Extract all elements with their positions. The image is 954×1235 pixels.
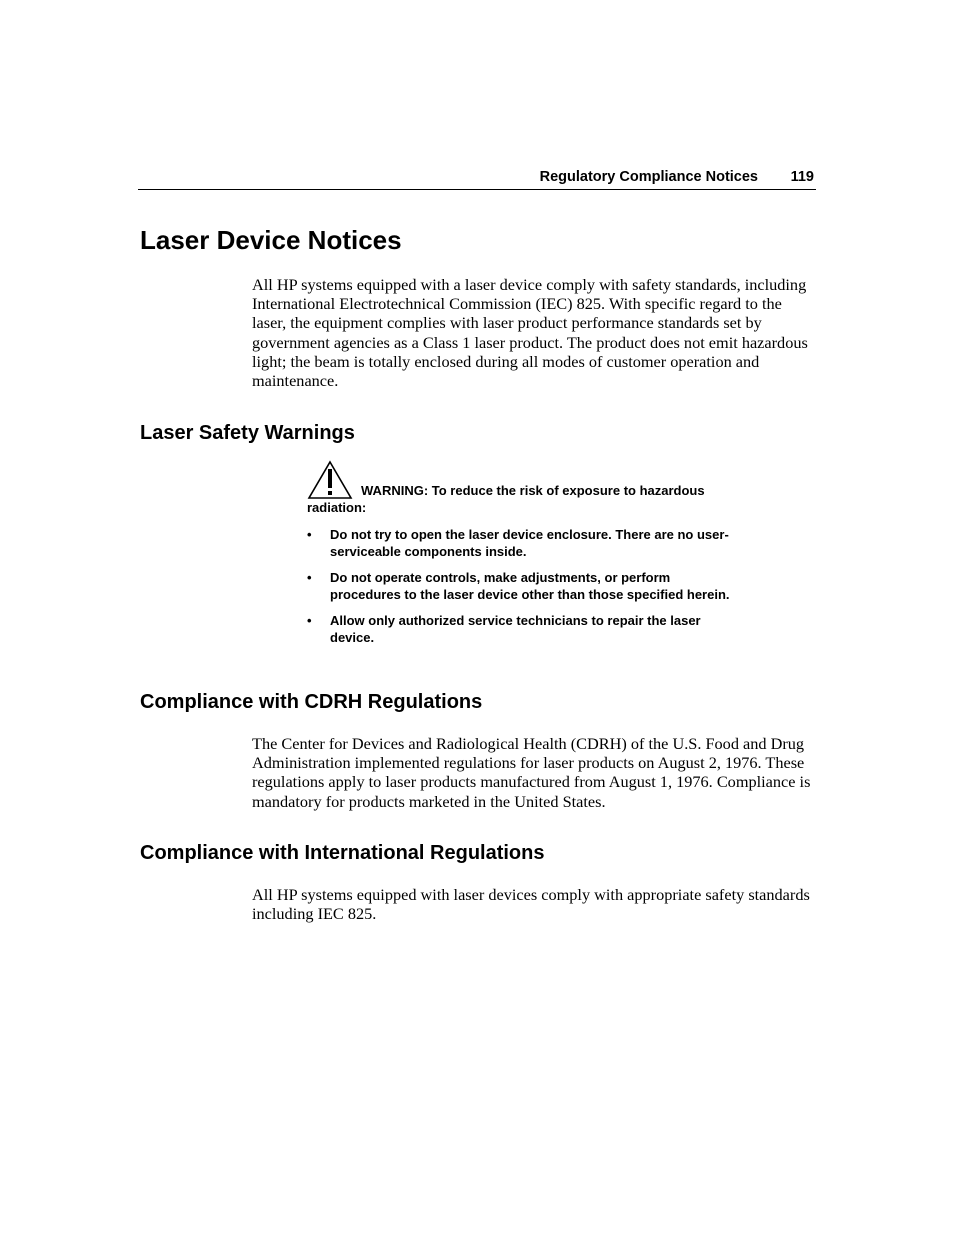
laser-safety-heading: Laser Safety Warnings	[140, 422, 355, 444]
warning-lead-text: WARNING: To reduce the risk of exposure to hazardous radiation:	[307, 483, 705, 515]
warning-block	[307, 460, 767, 656]
running-header-title: Regulatory Compliance Notices	[539, 169, 758, 185]
bullet-icon: •	[307, 526, 312, 542]
intro-paragraph: All HP systems equipped with a laser device comply with safety standards, including International Electrotechnical Commission (IEC) 825. With specific regard to the laser, the equipment complies with laser product performance standards set by government agencies as a Class 1 laser product. The product does not emit hazardous light; the beam is totally enclosed during all modes of customer operation and maintenance.	[252, 275, 808, 391]
list-item	[307, 527, 740, 561]
cdrh-paragraph: The Center for Devices and Radiological Health (CDRH) of the U.S. Food and Drug Administration implemented regulations for laser products on August 2, 1976. These regulations apply to laser products manufactured from August 1, 1976. Compliance is mandatory for products marketed in the United States.	[252, 734, 811, 811]
list-item-text: Do not operate controls, make adjustments, or perform procedures to the laser device other than those specified herein.	[330, 569, 730, 602]
running-header	[138, 168, 816, 190]
page-heading: Laser Device Notices	[140, 225, 402, 255]
warning-lead	[307, 460, 767, 517]
list-item-text: Allow only authorized service technicians to repair the laser device.	[330, 612, 701, 645]
list-item	[307, 613, 740, 647]
cdrh-heading: Compliance with CDRH Regulations	[140, 691, 483, 713]
bullet-icon: •	[307, 569, 312, 585]
bullet-icon: •	[307, 612, 312, 628]
international-heading: Compliance with International Regulations	[140, 842, 545, 864]
list-item	[307, 570, 740, 604]
warning-list	[307, 527, 767, 647]
list-item-text: Do not try to open the laser device enclosure. There are no user-serviceable components inside.	[330, 526, 729, 559]
page-number: 119	[790, 169, 814, 185]
international-paragraph: All HP systems equipped with laser devices comply with appropriate safety standards including IEC 825.	[252, 885, 810, 924]
warning-triangle-icon	[307, 460, 353, 500]
